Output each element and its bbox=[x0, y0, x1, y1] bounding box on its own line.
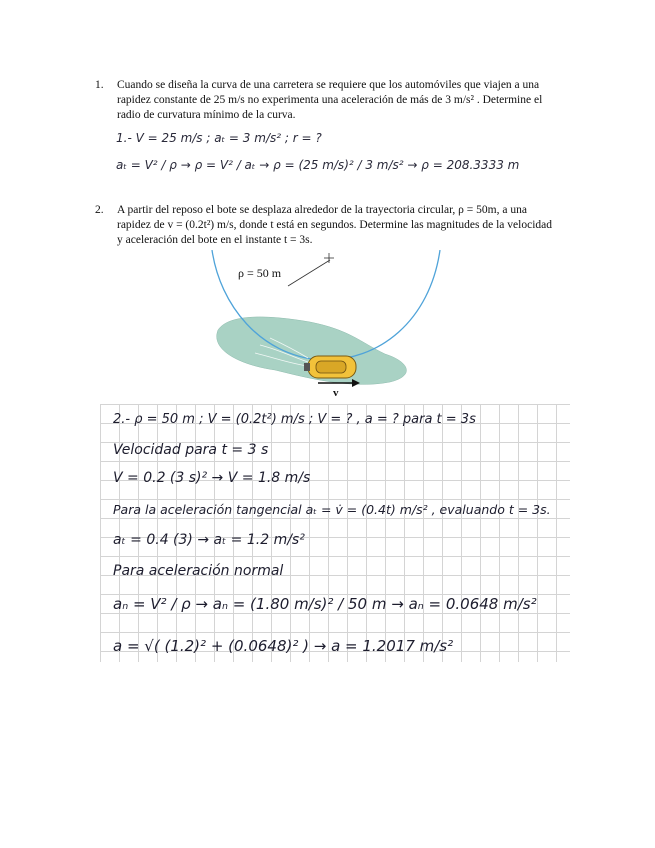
problem-2-solution-line5: aₜ = 0.4 (3) → aₜ = 1.2 m/s² bbox=[113, 532, 305, 548]
boat-trajectory-figure bbox=[200, 250, 450, 400]
problem-1-number: 1. bbox=[95, 79, 104, 91]
problem-1-solution-line1: 1.- V = 25 m/s ; aₜ = 3 m/s² ; r = ? bbox=[116, 131, 322, 145]
problem-2-solution-line2: Velocidad para t = 3 s bbox=[113, 442, 269, 458]
problem-1-line: rapidez constante de 25 m/s no experimenta una aceleración de más de 3 m/s² . Determine el bbox=[117, 94, 543, 106]
problem-2-line: rapidez de v = (0.2t²) m/s, donde t está en segundos. Determine las magnitudes de la velocidad bbox=[117, 219, 552, 231]
problem-2-solution-line7: aₙ = V² / ρ → aₙ = (1.80 m/s)² / 50 m → aₙ = 0.0648 m/s² bbox=[113, 595, 537, 613]
problem-2-text bbox=[117, 203, 552, 248]
problem-1-line: radio de curvatura mínimo de la curva. bbox=[117, 109, 296, 121]
velocity-label: v bbox=[333, 387, 339, 399]
problem-2-line: A partir del reposo el bote se desplaza alrededor de la trayectoria circular, ρ = 50m, a una bbox=[117, 204, 527, 216]
problem-2-solution-line3: V = 0.2 (3 s)² → V = 1.8 m/s bbox=[113, 470, 311, 486]
problem-1-solution-line2: aₜ = V² / ρ → ρ = V² / aₜ → ρ = (25 m/s)² / 3 m/s² → ρ = 208.3333 m bbox=[116, 158, 520, 172]
problem-2-number: 2. bbox=[95, 204, 104, 216]
problem-2-solution-line6: Para aceleración normal bbox=[113, 563, 284, 579]
problem-1 bbox=[95, 78, 575, 126]
problem-2-solution-line8: a = √( (1.2)² + (0.0648)² ) → a = 1.2017 m/s² bbox=[113, 637, 454, 655]
problem-2-solution-line1: 2.- ρ = 50 m ; V = (0.2t²) m/s ; V = ? , a = ? para t = 3s bbox=[113, 412, 476, 427]
radius-line bbox=[288, 260, 330, 286]
problem-1-line: Cuando se diseña la curva de una carretera se requiere que los automóviles que viajen a una bbox=[117, 79, 540, 91]
boat-deck bbox=[316, 361, 346, 373]
rho-label: ρ = 50 m bbox=[238, 266, 282, 280]
problem-1-text bbox=[117, 78, 542, 123]
problem-2 bbox=[95, 203, 575, 251]
problem-2-line: y aceleración del bote en el instante t = 3s. bbox=[117, 234, 313, 246]
problem-2-solution-line4: Para la aceleración tangencial aₜ = v̇ = (0.4t) m/s² , evaluando t = 3s. bbox=[113, 502, 551, 517]
boat-motor bbox=[304, 363, 310, 371]
